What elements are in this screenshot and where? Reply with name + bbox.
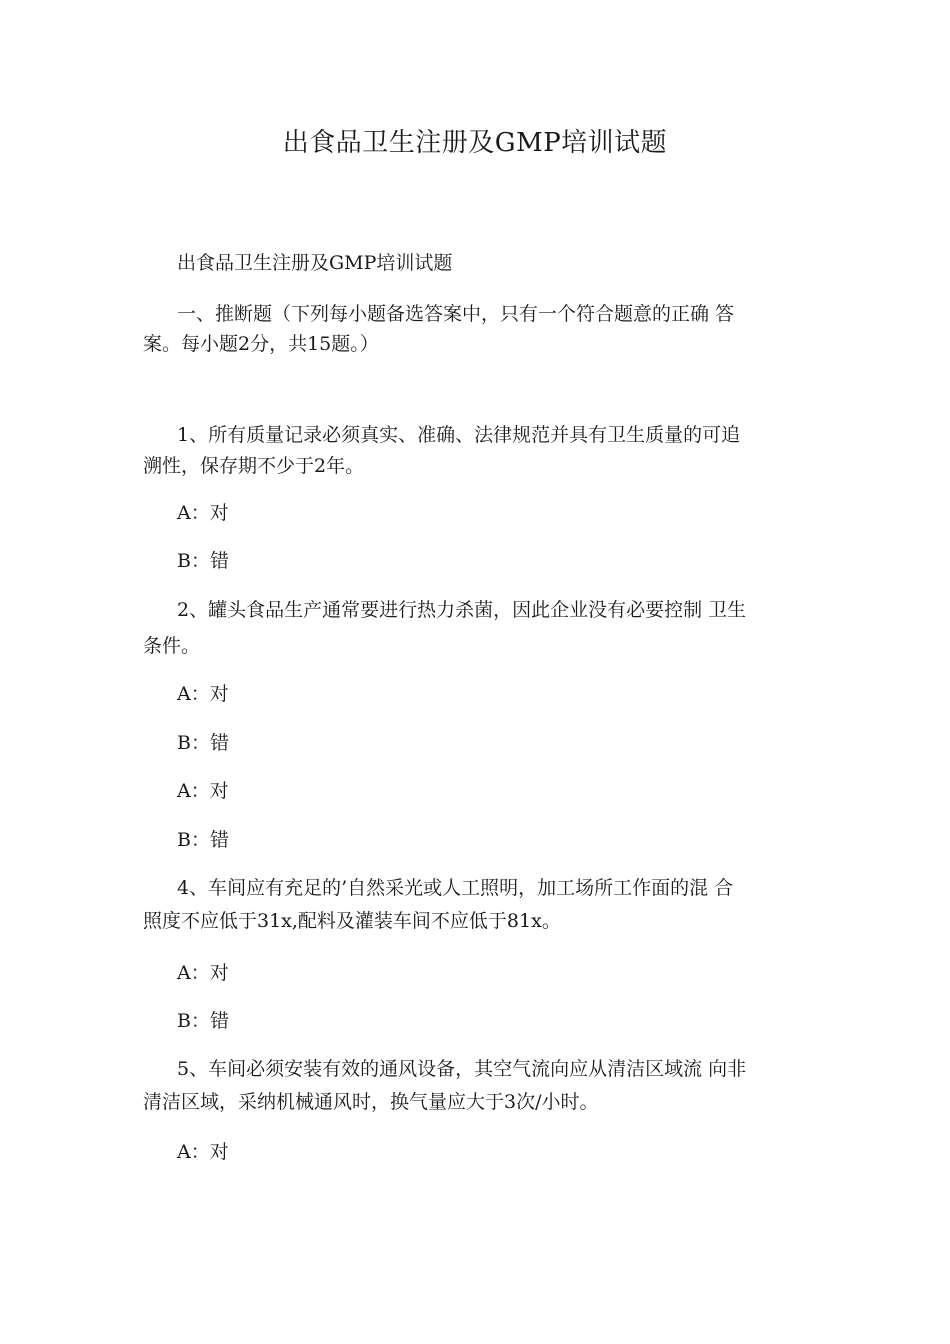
question-5-option-a: A：对 <box>177 1141 229 1163</box>
question-4-option-b: B：错 <box>177 1010 229 1032</box>
question-2-option-a-repeat: A：对 <box>177 780 229 802</box>
section-heading-line-1: 一、推断题（下列每小题备选答案中，只有一个符合题意的正确 答 <box>177 303 735 325</box>
question-1-option-a: A：对 <box>177 502 229 524</box>
question-4-line-2: 照度不应低于31x,配料及灌装车间不应低于81x。 <box>143 910 561 932</box>
document-subtitle: 出食品卫生注册及GMP培训试题 <box>177 252 453 274</box>
question-2-option-a: A：对 <box>177 683 229 705</box>
question-1-line-2: 溯性，保存期不少于2年。 <box>143 455 365 477</box>
section-heading-line-2: 案。每小题2分，共15题。） <box>143 333 379 355</box>
question-2-line-2: 条件。 <box>143 635 201 657</box>
document-title: 出食品卫生注册及GMP培训试题 <box>282 128 668 158</box>
question-2-option-b: B：错 <box>177 732 229 754</box>
question-2-line-1: 2、罐头食品生产通常要进行热力杀菌，因此企业没有必要控制 卫生 <box>177 599 747 621</box>
question-5-line-1: 5、车间必须安装有效的通风设备，其空气流向应从清洁区域流 向非 <box>177 1058 747 1080</box>
question-1-option-b: B：错 <box>177 550 229 572</box>
question-4-line-1: 4、车间应有充足的’自然采光或人工照明，加工场所工作面的混 合 <box>177 877 734 899</box>
question-1-line-1: 1、所有质量记录必须真实、准确、法律规范并具有卫生质量的可追 <box>177 424 741 446</box>
question-4-option-a: A：对 <box>177 962 229 984</box>
question-5-line-2: 清洁区域，采纳机械通风时，换气量应大于3次/小时。 <box>143 1091 599 1113</box>
question-2-option-b-repeat: B：错 <box>177 829 229 851</box>
